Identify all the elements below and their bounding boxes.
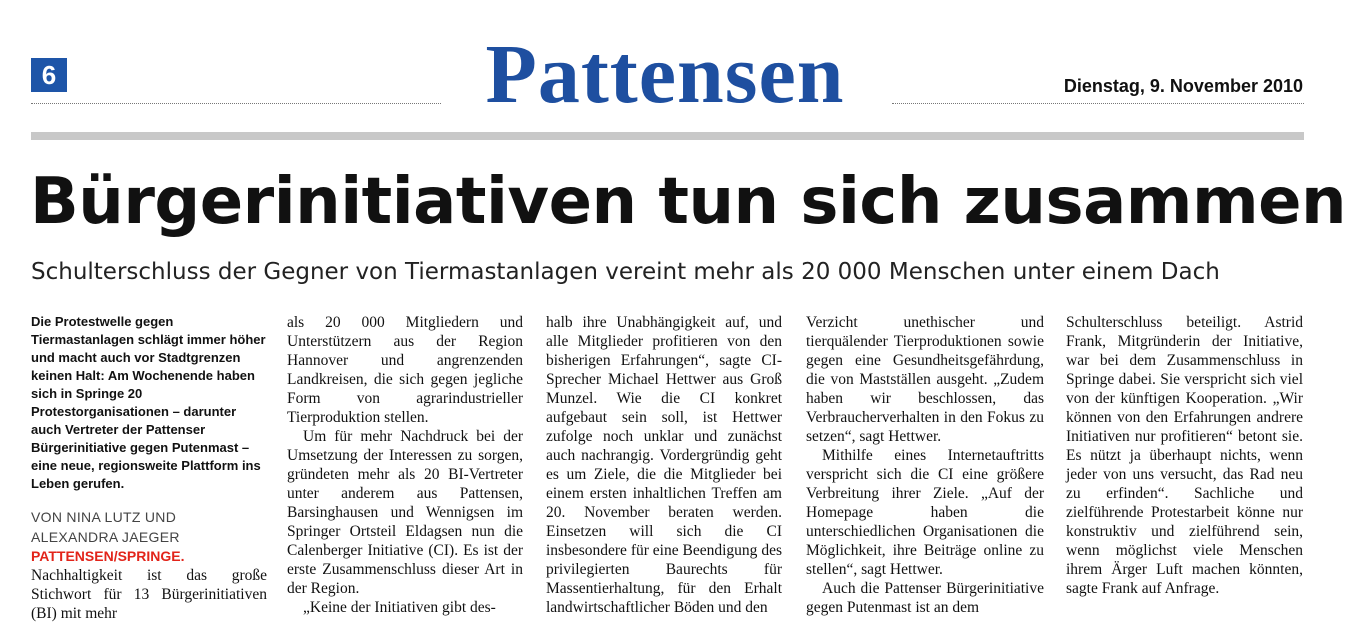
header-rule-left [31, 103, 441, 104]
byline-line-2: ALEXANDRA JAEGER [31, 529, 180, 545]
paragraph: halb ihre Unabhängigkeit auf, und alle Mitglieder profitieren von den bisherigen Erfahrungen“, sagte CI-Sprecher Michael Hettwer aus Groß Munzel. Wie die CI konkret aufgebaut sein soll, ist Hettwer zufolge noch unklar und zunächst auch nachrangig. Vordergründig geht es um Ziele, die die Mitglieder bei einem ersten inhaltlichen Treffen am 20. November beraten werden. Einsetzen will sich die CI insbesondere für eine Beendigung des privilegierten Baurechts für Massentierhaltung, für den Erhalt landwirtschaftlicher Böden und den [546, 314, 782, 616]
dateline: PATTENSEN/SPRINGE. [31, 548, 185, 564]
article-column-1 [31, 313, 267, 622]
header-rule-right [892, 103, 1304, 104]
article-column-5 [1066, 313, 1303, 598]
paragraph: Schulterschluss beteiligt. Astrid Frank, Mitgründerin der Initiative, war bei dem Zusammenschluss in Springe dabei. Sie verspricht sich viel von der künftigen Kooperation. „Wir können von den Erfahrungen andrere Initiativen nur profitieren“ betont sie. Es nützt ja überhaupt nichts, wenn jeder von uns versucht, das Rad neu zu erfinden“. Sachliche und zielführende Protestarbeit könne nur konstruktiv und zielführend sein, wenn möglichst viele Menschen ihrem Ärger Luft machen könnten, sagte Frank auf Anfrage. [1066, 314, 1303, 597]
paragraph: Um für mehr Nachdruck bei der Umsetzung der Interessen zu sorgen, gründeten mehr als 20 BI-Vertreter unter anderem aus Pattensen, Barsinghausen und Wennigsen im Springer Ortsteil Eldagsen nun die Calenberger Initiative (CI). Es ist der erste Zusammenschluss dieser Art in der Region. [287, 428, 523, 597]
byline [31, 507, 267, 547]
paragraph: als 20 000 Mitgliedern und Unterstützern aus der Region Hannover und angrenzenden Landkreisen, die sich gegen jegliche Form von agrarindustrieller Tierproduktion stellen. [287, 314, 523, 426]
byline-line-1: VON NINA LUTZ UND [31, 509, 177, 525]
issue-date: Dienstag, 9. November 2010 [1063, 76, 1303, 96]
article-intro [31, 547, 267, 623]
article-lead: Die Protestwelle gegen Tiermastanlagen schlägt immer höher und macht auch vor Stadtgrenzen keinen Halt: Am Wochenende haben sich in Springe 20 Protestorganisationen – darunter auch Vertreter der Pattenser Bürgerinitiative gegen Putenmast – eine neue, regionsweite Plattform ins Leben gerufen. [31, 314, 266, 491]
paragraph: Mithilfe eines Internetauftritts verspricht sich die CI eine größere Verbreitung ihrer Ziele. „Auf der Homepage haben die unterschiedlichen Organisationen die Möglichkeit, ihre Beiträge online zu stellen“, sagt Hettwer. [806, 447, 1044, 578]
article-intro-text: Nachhaltigkeit ist das große Stichwort für 13 Bürgerinitiativen (BI) mit mehr [31, 567, 267, 622]
page-number-badge: 6 [31, 58, 67, 92]
article-column-2 [287, 313, 523, 616]
header-divider [31, 132, 1304, 140]
article-column-3 [546, 313, 782, 616]
masthead-title: Pattensen [485, 28, 845, 121]
paragraph: Auch die Pattenser Bürgerinitiative gegen Putenmast ist an dem [806, 580, 1044, 616]
article-subheadline: Schulterschluss der Gegner von Tiermastanlagen vereint mehr als 20 000 Menschen unter einem Dach [31, 259, 1220, 285]
paragraph: Verzicht unethischer und tierquälender Tierproduktionen sowie gegen eine Gesundheitsgefährdung, die von Mastställen ausgeht. „Zudem haben wir beschlossen, das Verbraucherverhalten in den Fokus zu setzen“, sagt Hettwer. [806, 314, 1044, 445]
article-column-4 [806, 313, 1044, 616]
article-headline: Bürgerinitiativen tun sich zusammen [30, 165, 1346, 239]
paragraph: „Keine der Initiativen gibt des- [303, 599, 496, 616]
